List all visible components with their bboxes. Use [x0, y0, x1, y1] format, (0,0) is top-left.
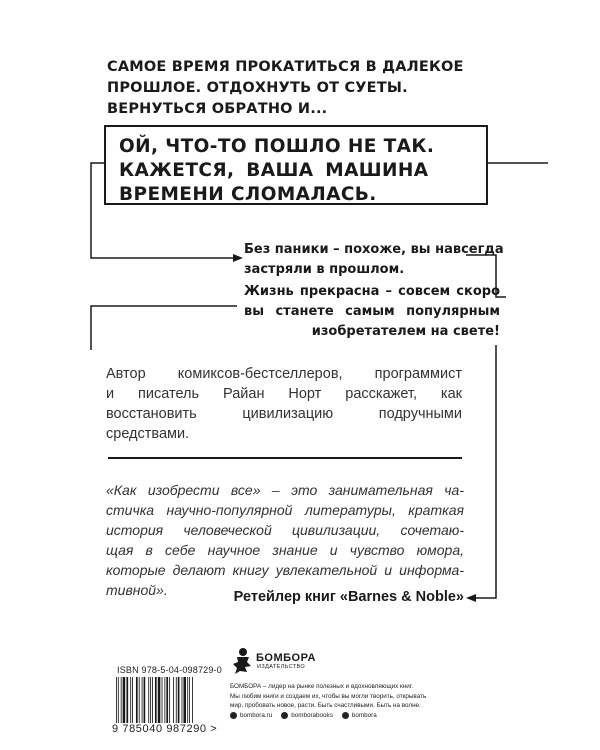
barcode-bar [169, 677, 170, 723]
quote-line: история человеческой цивилизации, сочетаю- [106, 522, 464, 538]
vk-link[interactable] [281, 712, 333, 719]
vk-icon [281, 712, 288, 719]
author-paragraph [106, 364, 462, 444]
barcode-bar [152, 677, 153, 723]
barcode-bar [173, 677, 174, 723]
boxed-line: ОЙ, ЧТО-ТО ПОШЛО НЕ ТАК. [119, 136, 435, 157]
intro-heading [107, 57, 487, 120]
barcode-bar [121, 677, 122, 723]
publisher-description [230, 682, 470, 711]
barcode-bar [139, 677, 140, 723]
quote-line: стичка научно-популярной литературы, краткая [106, 502, 464, 518]
bombora-logo-icon [232, 646, 254, 676]
barcode [114, 677, 222, 723]
attribution-connector [470, 345, 496, 598]
globe-icon [230, 712, 237, 719]
life-line: Жизнь прекрасна – совсем скоро [244, 284, 500, 299]
barcode-bar [126, 677, 128, 723]
intro-line: ВЕРНУТЬСЯ ОБРАТНО И... [107, 101, 328, 117]
divider [108, 457, 462, 459]
life-left-connector [91, 306, 237, 350]
vk-text: bomborabooks [291, 712, 333, 719]
life-paragraph [244, 282, 500, 342]
barcode-bar [189, 677, 190, 723]
barcode-bar [164, 677, 165, 723]
website-link[interactable] [230, 712, 272, 719]
publisher-subtitle: ИЗДАТЕЛЬСТВО [257, 664, 306, 670]
intro-line: САМОЕ ВРЕМЯ ПРОКАТИТЬСЯ В ДАЛЕКОЕ [107, 59, 464, 75]
author-line: и писатель Райан Норт расскажет, как [106, 386, 462, 402]
barcode-bar [166, 677, 168, 723]
publisher-line: мир, пробовать новое, расти. Быть счастливыми. Быть на волне. [230, 702, 421, 709]
boxed-line: ВРЕМЕНИ СЛОМАЛАСЬ. [119, 184, 377, 205]
website-text: bombora.ru [240, 712, 273, 719]
barcode-bar [136, 677, 138, 723]
barcode-bar [176, 677, 177, 723]
quote-line: щая в себе научное знание и чувство юмора, [106, 542, 464, 558]
barcode-number: 9 785040 987290 > [112, 723, 218, 735]
barcode-bar [118, 677, 119, 723]
barcode-bar [123, 677, 126, 723]
life-line: вы станете самым популярным [244, 304, 500, 319]
barcode-bar [192, 677, 193, 723]
quote-attribution: Ретейлер книг «Barnes & Noble» [233, 589, 464, 605]
quote-line: тивной». [106, 582, 168, 598]
panic-line: застряли в прошлом. [244, 262, 405, 277]
publisher-line: БОМБОРА – лидер на рынке полезных и вдохновляющих книг. [230, 683, 414, 690]
publisher-name: БОМБОРА [256, 652, 316, 664]
barcode-bar [178, 677, 180, 723]
barcode-bar [132, 677, 133, 723]
review-quote [106, 480, 464, 600]
panic-line: Без паники – похоже, вы навсегда [244, 242, 504, 257]
boxed-line: КАЖЕТСЯ, ВАША МАШИНА [119, 160, 429, 181]
quote-line: которые делают книгу увлекательной и информа- [106, 562, 464, 578]
panic-arrowhead-icon [233, 254, 243, 262]
barcode-bar [148, 677, 149, 723]
author-line: средствами. [106, 426, 190, 442]
publisher-links [230, 712, 377, 719]
author-line: восстановить цивилизацию подручными [106, 406, 462, 422]
quote-line: «Как изобрести все» – это занимательная ча- [106, 482, 464, 498]
author-line: Автор комиксов-бестселлеров, программист [106, 366, 462, 382]
instagram-icon [342, 712, 349, 719]
life-line: изобретателем на свете! [311, 324, 500, 339]
barcode-bar [150, 677, 151, 723]
boxed-headline [104, 125, 488, 205]
instagram-link[interactable] [342, 712, 377, 719]
isbn-label: ISBN 978-5-04-098729-0 [117, 665, 222, 675]
barcode-bar [130, 677, 131, 723]
publisher-line: Мы любим книги и создаем их, чтобы вы могли творить, открывать [230, 692, 427, 700]
attribution-arrowhead-icon [466, 594, 476, 602]
panic-paragraph [244, 240, 504, 280]
barcode-bar [187, 677, 188, 723]
barcode-bar [162, 677, 163, 723]
barcode-bar [155, 677, 157, 723]
intro-line: ПРОШЛОЕ. ОТДОХНУТЬ ОТ СУЕТЫ. [107, 80, 408, 96]
barcode-bar [158, 677, 161, 723]
barcode-bar [182, 677, 183, 723]
barcode-bar [183, 677, 186, 723]
barcode-bar [144, 677, 146, 723]
barcode-bar [116, 677, 117, 723]
barcode-bar [142, 677, 143, 723]
instagram-text: bombora [351, 712, 377, 719]
